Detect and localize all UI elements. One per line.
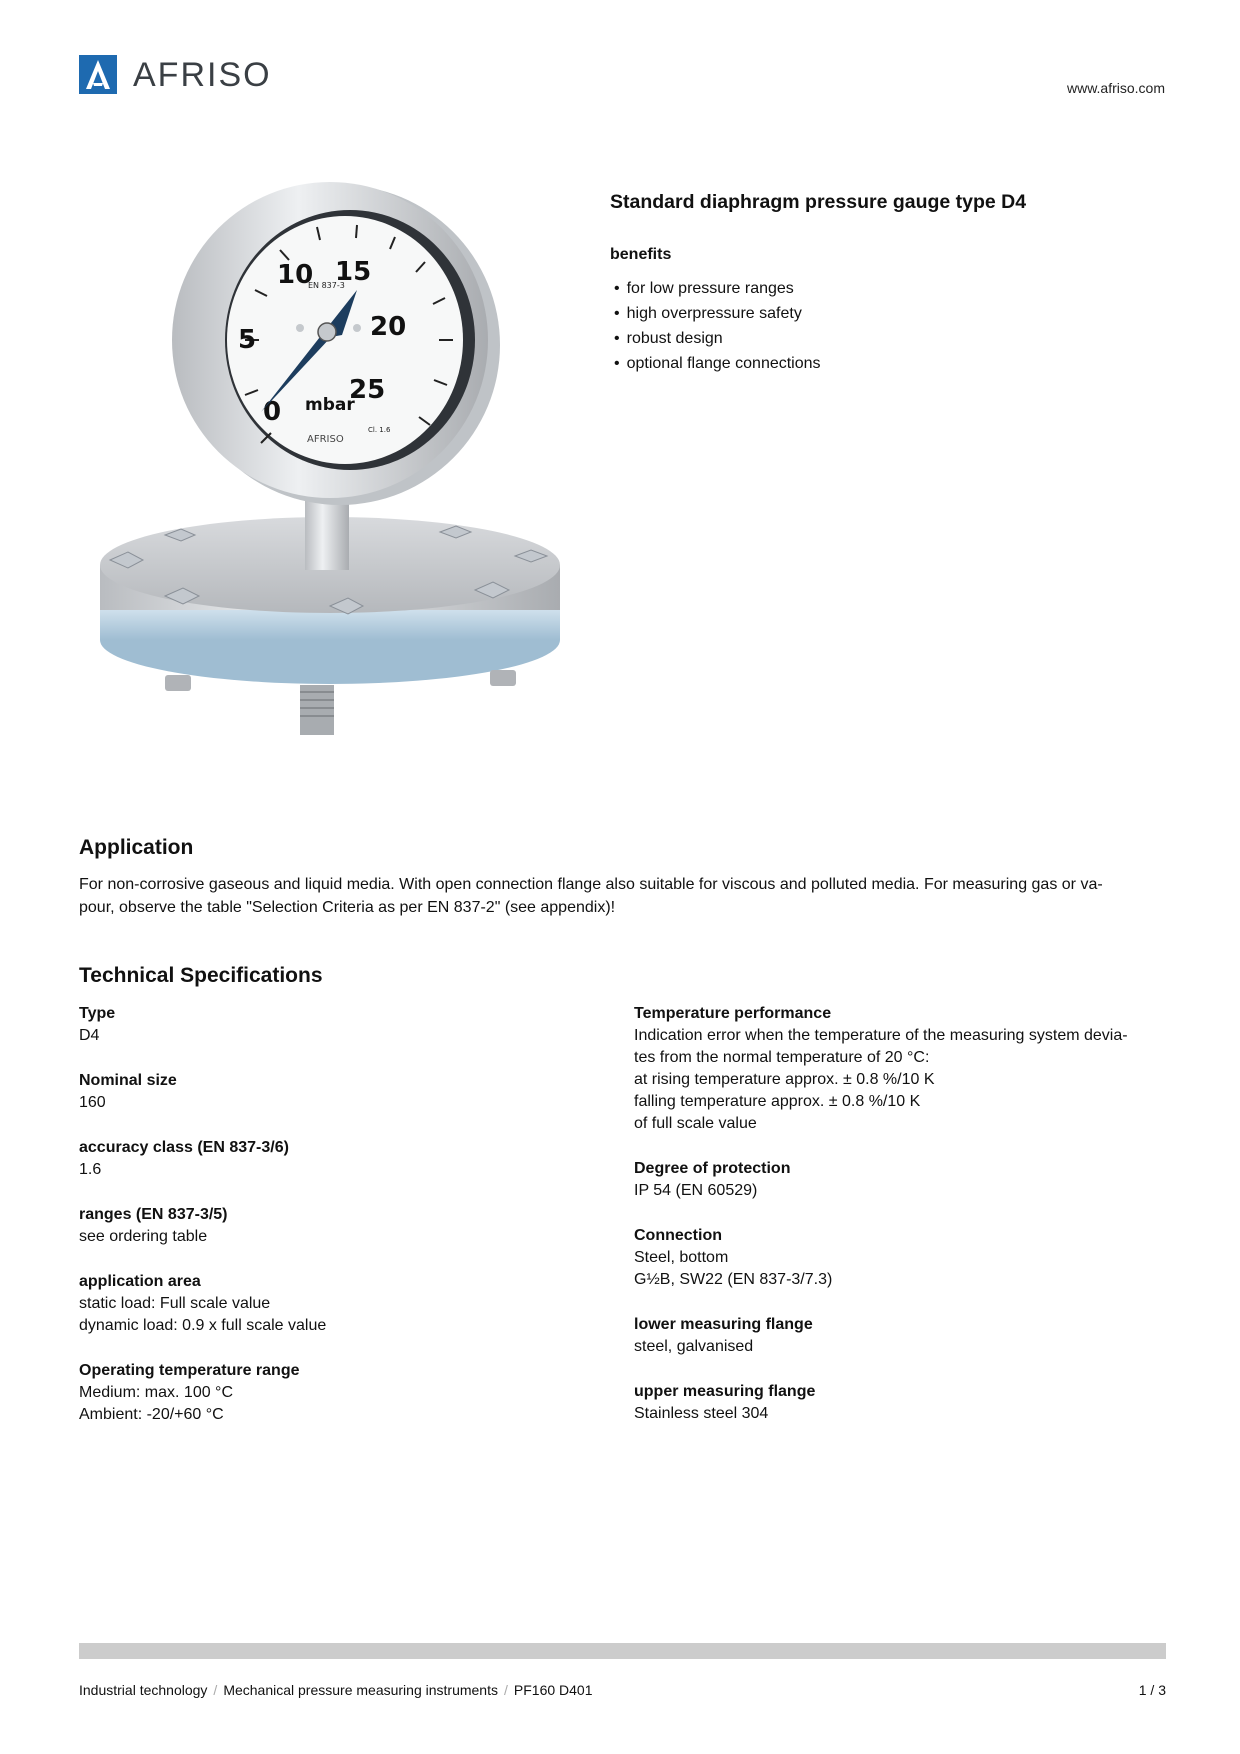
tech-specs-heading: Technical Specifications [79,964,323,987]
gauge-scale-label: 10 [277,260,314,290]
spec-accuracy-class [79,1137,599,1181]
spec-value: 1.6 [79,1161,102,1178]
spec-label: ranges (EN 837-3/5) [79,1206,228,1223]
application-text [79,873,1169,919]
gauge-brand: AFRISO [307,434,344,445]
spec-value: Medium: max. 100 °C [79,1384,234,1401]
gauge-standard: EN 837-3 [308,281,345,290]
spec-value: see ordering table [79,1228,208,1245]
spec-label: Nominal size [79,1072,177,1089]
breadcrumb-item: PF160 D401 [513,1682,593,1698]
product-photo [95,180,570,745]
application-text-line: For non-corrosive gaseous and liquid media. With open connection flange also suitable for viscous and polluted media. For measuring gas or va- [79,876,1103,893]
application-text-line: pour, observe the table "Selection Criteria as per EN 837-2" (see appendix)! [79,899,616,916]
gauge-scale-label: 5 [238,325,257,355]
spec-label: lower measuring flange [634,1316,813,1333]
spec-temperature-performance [634,1003,1154,1135]
website-link[interactable]: www.afriso.com [1066,80,1165,96]
spec-label: Connection [634,1227,722,1244]
footer [79,1682,1166,1698]
gauge-scale-label: 15 [335,257,372,287]
spec-label: upper measuring flange [634,1383,816,1400]
spec-value: Indication error when the temperature of the measuring system devia- [634,1027,1128,1044]
benefit-item: • for low pressure ranges [614,276,821,301]
spec-value: falling temperature approx. ± 0.8 %/10 K [634,1093,921,1110]
spec-value: 160 [79,1094,106,1111]
spec-degree-of-protection [634,1158,1154,1202]
breadcrumb-item: Industrial technology [79,1682,208,1698]
gauge-scale-label: 0 [263,397,282,427]
benefit-item: • high overpressure safety [614,301,821,326]
spec-nominal-size [79,1070,599,1114]
spec-value: dynamic load: 0.9 x full scale value [79,1317,327,1334]
spec-value: D4 [79,1027,100,1044]
gauge-class: Cl. 1.6 [368,426,391,434]
spec-value: at rising temperature approx. ± 0.8 %/10 K [634,1071,935,1088]
afriso-logo-icon [79,55,117,94]
spec-value: tes from the normal temperature of 20 °C: [634,1049,930,1066]
benefit-item: • robust design [614,326,821,351]
breadcrumb-item: Mechanical pressure measuring instruments [223,1682,498,1698]
benefit-item: • optional flange connections [614,351,821,376]
spec-label: Type [79,1005,116,1022]
spec-label: Degree of protection [634,1160,791,1177]
benefits-heading: benefits [610,246,672,263]
spec-label: application area [79,1273,201,1290]
spec-value: IP 54 (EN 60529) [634,1182,758,1199]
spec-type [79,1003,599,1047]
product-title: Standard diaphragm pressure gauge type D4 [610,191,1027,213]
application-heading: Application [79,836,194,859]
spec-label: accuracy class (EN 837-3/6) [79,1139,289,1156]
spec-value: of full scale value [634,1115,757,1132]
spec-value: G½B, SW22 (EN 837-3/7.3) [634,1271,833,1288]
brand-logo [79,55,272,94]
spec-application-area [79,1271,599,1337]
gauge-scale-label: 20 [370,312,407,342]
spec-operating-temperature [79,1360,599,1426]
spec-value: Ambient: -20/+60 °C [79,1406,224,1423]
breadcrumb-separator: / [504,1682,508,1698]
spec-value: static load: Full scale value [79,1295,271,1312]
footer-divider [79,1643,1166,1659]
spec-value: steel, galvanised [634,1338,754,1355]
specs-right-column [634,1003,1154,1448]
spec-label: Temperature performance [634,1005,832,1022]
gauge-unit: mbar [305,395,355,415]
page-number: 1 / 3 [1138,1682,1166,1698]
spec-lower-flange [634,1314,1154,1358]
spec-value: Steel, bottom [634,1249,729,1266]
spec-ranges [79,1204,599,1248]
spec-value: Stainless steel 304 [634,1405,769,1422]
brand-name: AFRISO [133,55,272,94]
spec-upper-flange [634,1381,1154,1425]
spec-connection [634,1225,1154,1291]
spec-label: Operating temperature range [79,1362,300,1379]
benefits-list [614,276,821,376]
gauge-scale-label: 25 [349,375,386,405]
specs-left-column [79,1003,599,1449]
breadcrumb-separator: / [213,1682,218,1698]
